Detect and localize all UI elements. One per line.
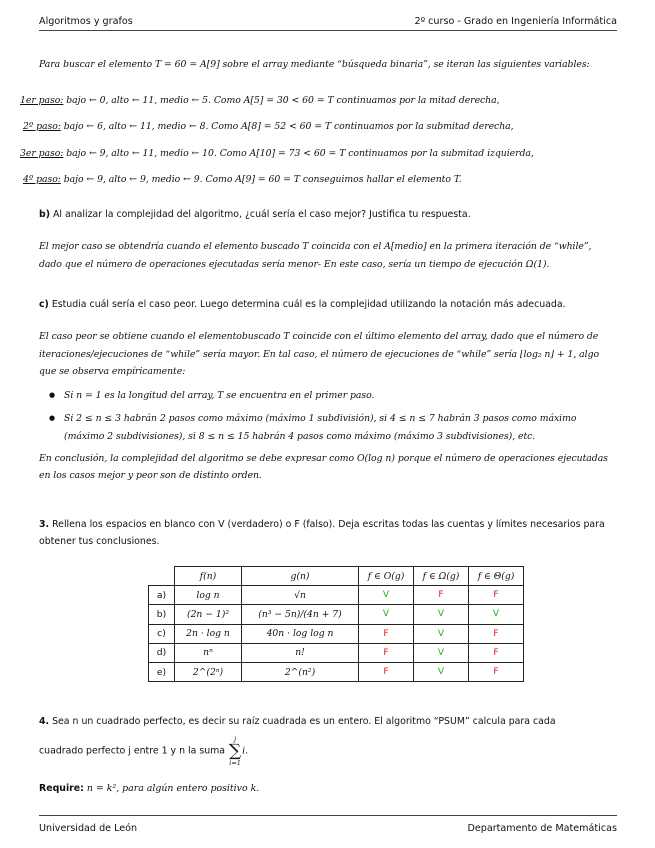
table-row [149, 662, 524, 681]
table-row [149, 586, 524, 605]
footer-department: Departamento de Matemáticas [467, 823, 617, 834]
cell-g: (n³ − 5n)/(4n + 7) [242, 605, 359, 624]
cell-f: 2n · log n [175, 624, 242, 643]
asymptotic-table [148, 566, 524, 682]
question-3-text: Rellena los espacios en blanco con V (verdadero) o F (falso). Deja escritas todas las cuentas y límites necesarios para obtener tus conclusiones. [39, 519, 605, 547]
answer-c-conclusion: En conclusión, la complejidad del algoritmo se debe expresar como O(log n) porque el número de operaciones ejecutadas en los casos mejor y peor son de distinto orden. [39, 452, 608, 482]
step-text: bajo ← 9, alto ← 9, medio ← 9. Como A[9] = 60 = T conseguimos hallar el elemento T. [63, 174, 462, 185]
cell-theta: V [469, 605, 524, 624]
step-1 [20, 92, 500, 110]
footer-university: Universidad de León [39, 823, 138, 834]
cell-f: (2n − 1)² [175, 605, 242, 624]
cell-o: F [359, 643, 414, 662]
sum-upper-limit: j [234, 735, 237, 743]
cell-f: log n [175, 586, 242, 605]
table-row [149, 643, 524, 662]
cell-o: F [359, 624, 414, 643]
step-4 [23, 171, 462, 189]
question-c-text: Estudia cuál sería el caso peor. Luego determina cuál es la complejidad utilizando la notación más adecuada. [51, 299, 566, 310]
header-degree: 2º curso - Grado en Ingeniería Informática [414, 16, 617, 27]
require-label: Require: [39, 783, 84, 794]
col-theta: f ∈ Θ(g) [469, 567, 524, 586]
cell-omega: V [414, 605, 469, 624]
question-4 [39, 713, 617, 730]
question-4-text-b: cuadrado perfecto j entre 1 y n la suma [39, 745, 226, 757]
step-text: bajo ← 0, alto ← 11, medio ← 5. Como A[5] = 30 < 60 = T continuamos por la mitad derecha, [66, 95, 500, 106]
step-label: 3er paso: [20, 148, 64, 159]
summation [229, 735, 241, 767]
step-3 [20, 145, 534, 163]
question-c-label: c) [39, 299, 49, 310]
cell-f: nⁿ [175, 643, 242, 662]
page-footer [39, 823, 617, 834]
cell-o: F [359, 662, 414, 681]
row-label: c) [149, 624, 175, 643]
question-4-sum-line [39, 735, 617, 767]
cell-omega: V [414, 662, 469, 681]
row-label: a) [149, 586, 175, 605]
cell-o: V [359, 605, 414, 624]
cell-g: n! [242, 643, 359, 662]
cell-theta: F [469, 662, 524, 681]
table-row [149, 605, 524, 624]
cell-f: 2^(2ⁿ) [175, 662, 242, 681]
cell-g: √n [242, 586, 359, 605]
require-text: n = k², para algún entero positivo k. [86, 783, 260, 794]
row-label: d) [149, 643, 175, 662]
question-3 [39, 516, 617, 550]
answer-c-list [39, 387, 617, 446]
list-item: ● Si n = 1 es la longitud del array, T se encuentra en el primer paso. [39, 387, 617, 405]
question-4-text: Sea n un cuadrado perfecto, es decir su raíz cuadrada es un entero. El algoritmo “PSUM” calcula para cada [52, 716, 556, 727]
answer-c [39, 328, 617, 485]
cell-o: V [359, 586, 414, 605]
question-3-label: 3. [39, 519, 50, 530]
question-b-label: b) [39, 209, 50, 220]
step-label: 2º paso: [23, 121, 61, 132]
question-c [39, 296, 617, 313]
col-f: f(n) [175, 567, 242, 586]
answer-c-text: El caso peor se obtiene cuando el elementobuscado T coincide con el último elemento del array, dado que el número de iteraciones/ejecuciones de “while” sería mayor. En tal caso, el número de ejecuciones de “while” sería ⌊log₂ n⌋ + 1, algo que se observa empíricamente: [39, 331, 600, 378]
footer-rule [39, 815, 617, 816]
list-item: ● Si 2 ≤ n ≤ 3 habrán 2 pasos como máximo (máximo 1 subdivisión), si 4 ≤ n ≤ 7 habrán 3 pasos como máximo (máximo 2 subdivisiones), si 8 ≤ n ≤ 15 habrán 4 pasos como máximo (máximo 3 subdivisiones), etc. [39, 410, 617, 445]
col-g: g(n) [242, 567, 359, 586]
step-2 [23, 118, 514, 136]
table-row [149, 624, 524, 643]
step-label: 1er paso: [20, 95, 64, 106]
row-label: b) [149, 605, 175, 624]
sum-term: i. [242, 745, 249, 757]
header-course: Algoritmos y grafos [39, 16, 133, 27]
table-header-row [149, 567, 524, 586]
cell-theta: F [469, 586, 524, 605]
cell-omega: V [414, 624, 469, 643]
cell-g: 2^(n²) [242, 662, 359, 681]
step-label: 4º paso: [23, 174, 61, 185]
cell-g: 40n · log log n [242, 624, 359, 643]
require-line [39, 780, 617, 797]
cell-theta: F [469, 624, 524, 643]
header-rule [39, 30, 617, 31]
step-text: bajo ← 6, alto ← 11, medio ← 8. Como A[8] = 52 < 60 = T continuamos por la submitad derecha, [63, 121, 514, 132]
sigma-symbol: ∑ [229, 741, 242, 761]
sum-lower-limit: i=1 [229, 759, 241, 767]
cell-omega: V [414, 643, 469, 662]
question-4-label: 4. [39, 716, 50, 727]
question-b-text: Al analizar la complejidad del algoritmo, ¿cuál sería el caso mejor? Justifica tu respuesta. [52, 209, 471, 220]
cell-omega: F [414, 586, 469, 605]
cell-theta: F [469, 643, 524, 662]
col-omega: f ∈ Ω(g) [414, 567, 469, 586]
col-o: f ∈ O(g) [359, 567, 414, 586]
corner-cell [149, 567, 175, 586]
binary-search-intro: Para buscar el elemento T = 60 = A[9] sobre el array mediante “búsqueda binaria”, se iteran las siguientes variables: [39, 59, 590, 70]
row-label: e) [149, 662, 175, 681]
page-header [39, 16, 617, 27]
answer-b: El mejor caso se obtendría cuando el elemento buscado T coincida con el A[medio] en la primera iteración de “while”, dado que el número de operaciones ejecutadas sería menor- En este caso, sería un tiempo de ejecución Ω(1). [39, 241, 592, 270]
question-b [39, 206, 617, 223]
step-text: bajo ← 9, alto ← 11, medio ← 10. Como A[10] = 73 < 60 = T continuamos por la submitad izquierda, [66, 148, 534, 159]
